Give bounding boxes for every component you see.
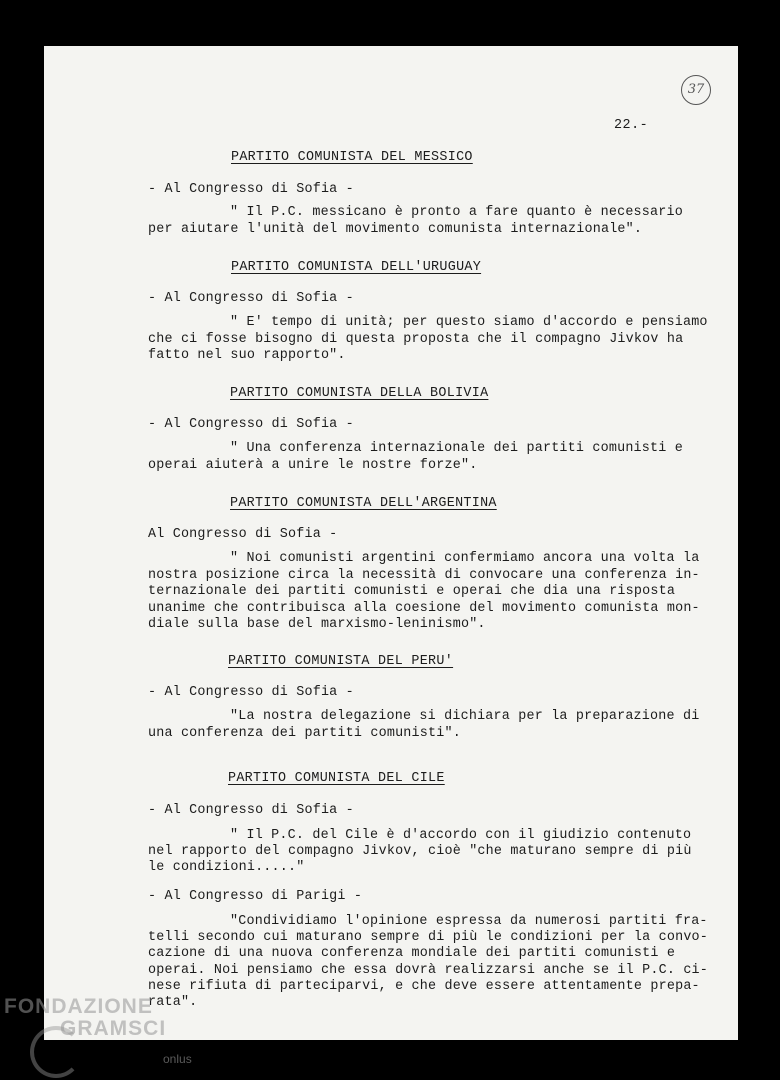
quote-line: " Il P.C. messicano è pronto a fare quanto è necessario [230,205,683,220]
congress-label: - Al Congresso di Parigi - [148,889,363,904]
quote-line: " Noi comunisti argentini confermiamo ancora una volta la [230,551,700,566]
quote-line: una conferenza dei partiti comunisti". [148,726,461,741]
congress-label: - Al Congresso di Sofia - [148,685,354,700]
quote-line: " E' tempo di unità; per questo siamo d'accordo e pensiamo [230,315,708,330]
section-heading-peru: PARTITO COMUNISTA DEL PERU' [228,654,454,669]
quote-line: operai aiuterà a unire le nostre forze". [148,458,478,473]
congress-label: - Al Congresso di Sofia - [148,291,354,306]
quote-line: telli secondo cui maturano sempre di più le condizioni per la convo- [148,930,709,945]
quote-line: nostra posizione circa la necessità di convocare una conferenza in- [148,568,700,583]
section-heading-uruguay: PARTITO COMUNISTA DELL'URUGUAY [231,260,482,275]
quote-line: fatto nel suo rapporto". [148,348,346,363]
congress-label: - Al Congresso di Sofia - [148,417,354,432]
quote-line: ternazionale dei partiti comunisti e operai che dia una risposta [148,584,676,599]
page-number: 22.- [614,118,649,133]
congress-label: Al Congresso di Sofia - [148,527,338,542]
quote-line: diale sulla base del marxismo-leninismo". [148,617,486,632]
section-heading-messico: PARTITO COMUNISTA DEL MESSICO [231,150,473,165]
quote-line: "La nostra delegazione si dichiara per la preparazione di [230,709,700,724]
section-heading-cile: PARTITO COMUNISTA DEL CILE [228,771,445,786]
quote-line: nese rifiuta di parteciparvi, e che deve essere attentamente prepa- [148,979,700,994]
quote-line: le condizioni....." [148,860,305,875]
quote-line: rata". [148,995,198,1010]
congress-label: - Al Congresso di Sofia - [148,803,354,818]
watermark-line2: GRAMSCI [60,1017,167,1040]
quote-line: che ci fosse bisogno di questa proposta che il compagno Jivkov ha [148,332,684,347]
quote-line: unanime che contribuisca alla coesione del movimento comunista mon- [148,601,700,616]
quote-line: nel rapporto del compagno Jivkov, cioè "che maturano sempre di più [148,844,692,859]
section-heading-bolivia: PARTITO COMUNISTA DELLA BOLIVIA [230,386,489,401]
quote-line: cazione di una nuova conferenza mondiale dei partiti comunisti e [148,946,676,961]
congress-label: - Al Congresso di Sofia - [148,182,354,197]
section-heading-argentina: PARTITO COMUNISTA DELL'ARGENTINA [230,496,497,511]
quote-line: " Una conferenza internazionale dei partiti comunisti e [230,441,683,456]
quote-line: operai. Noi pensiamo che essa dovrà realizzarsi anche se il P.C. ci- [148,963,709,978]
quote-line: "Condividiamo l'opinione espressa da numerosi partiti fra- [230,914,708,929]
watermark-line1: FONDAZIONE [4,995,153,1018]
archive-page-mark: 37 [681,75,711,105]
watermark-suffix: onlus [163,1052,192,1066]
document-page [44,46,738,1040]
quote-line: per aiutare l'unità del movimento comunista internazionale". [148,222,643,237]
quote-line: " Il P.C. del Cile è d'accordo con il giudizio contenuto [230,828,692,843]
